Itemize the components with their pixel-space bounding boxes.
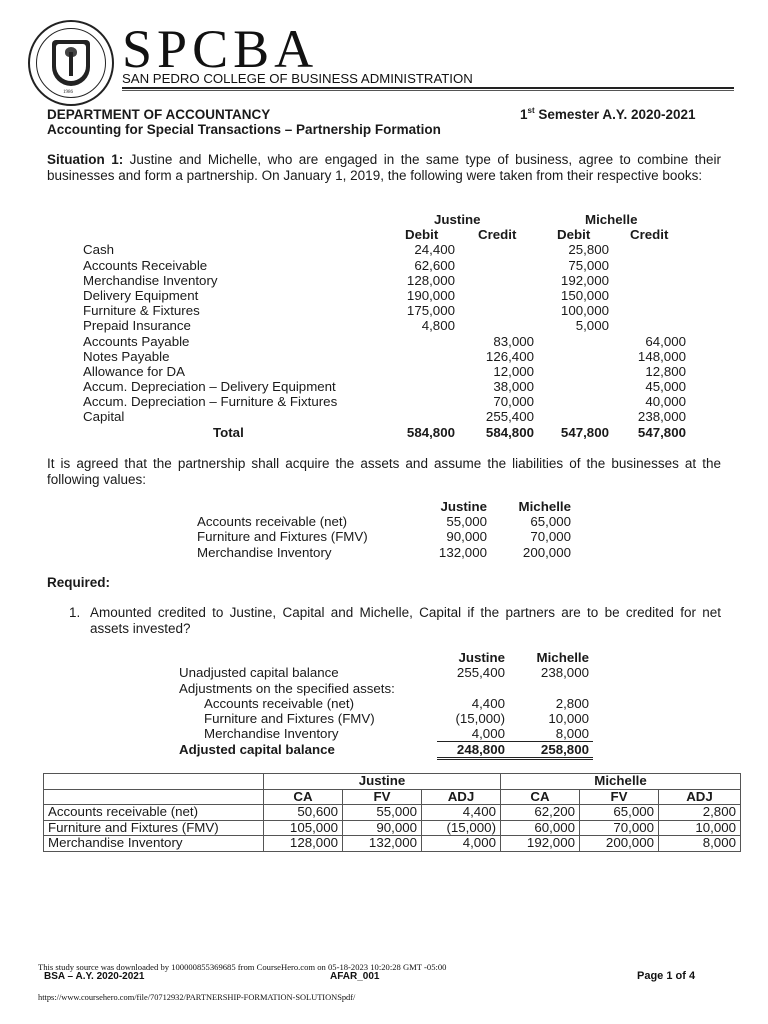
grid-item: Merchandise Inventory [44, 836, 264, 852]
school-seal-logo [28, 20, 114, 106]
tb-justine-credit: 126,400 [485, 348, 534, 364]
sol-justine: 4,000 [471, 726, 505, 742]
tb-michelle-credit: 148,000 [637, 348, 686, 364]
tb-account: Accounts Payable [83, 333, 190, 349]
sol-adjustments [179, 695, 589, 742]
tb-michelle-credit: 12,800 [645, 363, 686, 379]
grid-group-justine: Justine [264, 774, 501, 790]
sol-item: Merchandise Inventory [204, 726, 339, 742]
tb-justine-debit: 24,400 [414, 242, 455, 258]
sol-adjustment-row [179, 711, 589, 727]
grid-cell: 200,000 [580, 836, 659, 852]
grid-item: Accounts receivable (net) [44, 805, 264, 821]
agreed-values-table [197, 499, 571, 560]
grid-row [44, 820, 741, 836]
tb-justine-debit: 128,000 [406, 272, 455, 288]
av-justine: 90,000 [446, 529, 487, 545]
grid-cell: 105,000 [264, 820, 343, 836]
av-item: Merchandise Inventory [197, 544, 332, 560]
tb-header-justine: Justine [434, 212, 481, 227]
tb-account: Prepaid Insurance [83, 318, 191, 334]
sol-justine: 4,400 [471, 695, 505, 711]
document-page: 1986 SPCBA SAN PEDRO COLLEGE OF BUSINESS ADMINISTRATION DEPARTMENT OF ACCOUNTANCY 1st Semester A.Y. 2020-2021 Accounting for Special Transactions – Partnership Formation Situation 1: Justine and Michelle, who are engaged in the same type of business, agree to combine their businesses and form a partnership. On January 1, 2019, the following were taken from their respective books: Justine Michelle Debit Credit Debit Credit Cash 24,400 25,800 Accounts Receivable 62,600 75,000 Merchandise Inventory 128,000 192,000 Delivery Equipment 190,000 150,000 Furniture & Fixtures 175,000 100,000 Prepaid Insurance 4,800 5,000 Accounts Payable 83,000 64,000 Notes Payable 126,400 148,000 Allowance for DA 12,000 12,800 Accum. Depreciation – Delivery Equipment 38,000 45,000 Accum. Depreciation – Furniture & Fixtures 70,000 40,000 Capital 255,400 238,000 Total 584,800 584,800 547,800 547,800 It is agreed that the partnership shall acquire the assets and assume the liabilities of the businesses at the following values: Justine Michelle Accounts receivable (net) 55,000 65,000 Furniture and Fixtures (FMV) 90,000 70,000 Merchandise Inventory 132,000 200,000 Required: 1. Amounted credited to Justine, Capital and Michelle, Capital if the partners are to be credited for net assets invested? Justine Michelle Unadjusted capital balance 255,400 238,000 Adjustments on the specified assets: Accounts receivable (net) 4,400 2,800 Furniture and Fixtures (FMV) (15,000) 10,000 Merchandise Inventory 4,000 8,000 Adjusted capital balance 248,800 258,800 Justine Michelle CA FV ADJ CA FV ADJ Accounts receivable (net) 50,600 55,000 4,400 62,200 65,000 2,800 Furniture and Fixtures (FMV) 105,000 90,000 (15,000) 60,000 70,000 10,000 Merchandise Inventory 128,000 132,000 4,000 192,000 200,000 8,000 This study source was downloaded by 100000855369685 from CourseHero.com on 05-18-2023 10:20:28 GMT -05:00 BSA – A.Y. 2020-2021 AFAR_001 Page 1 of 4 https://www.coursehero.com/file/70712932/PARTNERSHIP-FORMATION-SOLUTIONSpdf/ [0, 0, 768, 1024]
tb-account: Furniture & Fixtures [83, 303, 200, 319]
torch-icon [69, 52, 73, 76]
semester-label: 1st Semester A.Y. 2020-2021 [520, 106, 696, 122]
grid-cell: 50,600 [264, 805, 343, 821]
tb-justine-debit: 62,600 [414, 257, 455, 273]
sol-justine: (15,000) [455, 711, 505, 727]
capital-adjustment-schedule [179, 650, 589, 757]
sol-unadjusted-row: Unadjusted capital balance 255,400 238,000 [179, 665, 589, 681]
page-number: Page 1 of 4 [637, 970, 696, 982]
sol-adjustments-label: Adjustments on the specified assets: [179, 680, 395, 696]
av-header: Justine Michelle [440, 499, 571, 514]
tb-justine-credit: 83,000 [493, 333, 534, 349]
av-row [197, 529, 571, 545]
tb-account: Accounts Receivable [83, 257, 208, 273]
tb-account: Merchandise Inventory [83, 272, 218, 288]
tb-michelle-debit: 150,000 [560, 287, 609, 303]
grid-body [44, 805, 741, 852]
tb-account: Notes Payable [83, 348, 170, 364]
grid-row [44, 836, 741, 852]
grid-cell: 132,000 [343, 836, 422, 852]
tb-account: Accum. Depreciation – Delivery Equipment [83, 379, 336, 395]
question-number: 1. [69, 605, 81, 620]
sol-michelle: 8,000 [555, 726, 589, 742]
tb-justine-credit: 12,000 [493, 363, 534, 379]
sol-michelle: 10,000 [548, 711, 589, 727]
grid-cell: 70,000 [580, 820, 659, 836]
source-url[interactable]: https://www.coursehero.com/file/70712932/PARTNERSHIP-FORMATION-SOLUTIONSpdf/ [38, 993, 356, 1002]
subtotal-rule [437, 741, 593, 742]
grid-cell: (15,000) [422, 820, 501, 836]
agreement-paragraph: It is agreed that the partnership shall acquire the assets and assume the liabilities of the businesses at the following values: [47, 456, 721, 487]
grid-item: Furniture and Fixtures (FMV) [44, 820, 264, 836]
seal-year: 1986 [63, 90, 73, 95]
department-title: DEPARTMENT OF ACCOUNTANCY [47, 107, 271, 122]
tb-account: Cash [83, 242, 115, 258]
tb-michelle-debit: 5,000 [575, 318, 609, 334]
av-body [197, 514, 571, 560]
tb-justine-credit: 70,000 [493, 394, 534, 410]
tb-account: Allowance for DA [83, 363, 185, 379]
tb-account: Delivery Equipment [83, 287, 199, 303]
course-subtitle: Accounting for Special Transactions – Partnership Formation [47, 122, 441, 137]
tb-michelle-debit: 192,000 [560, 272, 609, 288]
av-michelle: 65,000 [530, 514, 571, 530]
tb-michelle-debit: 100,000 [560, 303, 609, 319]
sol-item: Accounts receivable (net) [204, 695, 355, 711]
sol-adjusted-row: Adjusted capital balance 248,800 258,800 [179, 741, 589, 757]
grid-sub-header: CA FV ADJ CA FV ADJ [44, 789, 741, 805]
grid-cell: 4,000 [422, 836, 501, 852]
footer-program: BSA – A.Y. 2020-2021 [44, 971, 145, 982]
tb-header-michelle: Michelle [585, 212, 638, 227]
sol-michelle: 2,800 [555, 695, 589, 711]
av-michelle: 200,000 [522, 544, 571, 560]
grid-cell: 8,000 [659, 836, 741, 852]
tb-michelle-credit: 45,000 [645, 379, 686, 395]
comparison-table [43, 773, 741, 852]
tb-justine-debit: 190,000 [406, 287, 455, 303]
grid-cell: 128,000 [264, 836, 343, 852]
total-double-rule [437, 757, 593, 758]
av-michelle: 70,000 [530, 529, 571, 545]
grid-row [44, 805, 741, 821]
header-rule [122, 87, 734, 89]
tb-michelle-credit: 40,000 [645, 394, 686, 410]
tb-michelle-credit: 64,000 [645, 333, 686, 349]
question-1-text: Amounted credited to Justine, Capital and Michelle, Capital if the partners are to be credited for net assets invested? [90, 605, 721, 636]
tb-justine-credit: 38,000 [493, 379, 534, 395]
required-heading: Required: [47, 575, 111, 590]
shield-icon [52, 40, 90, 86]
brand-wordmark: SPCBA [122, 19, 319, 79]
grid-cell: 55,000 [343, 805, 422, 821]
total-double-rule-2 [437, 759, 593, 760]
tb-justine-credit: 255,400 [485, 409, 534, 425]
grid-cell: 10,000 [659, 820, 741, 836]
situation-paragraph [47, 152, 721, 183]
tb-michelle-debit: 25,800 [568, 242, 609, 258]
sol-header: Justine Michelle [458, 650, 589, 665]
tb-michelle-credit: 238,000 [637, 409, 686, 425]
grid-cell: 65,000 [580, 805, 659, 821]
grid-cell: 90,000 [343, 820, 422, 836]
footer-code: AFAR_001 [330, 971, 380, 982]
tb-account: Accum. Depreciation – Furniture & Fixtures [83, 394, 338, 410]
situation-label: Situation 1: [47, 152, 124, 167]
av-row [197, 514, 571, 530]
sol-adjustment-row [179, 695, 589, 711]
grid-group-michelle: Michelle [501, 774, 741, 790]
header-rule-thin [122, 90, 734, 91]
sol-item: Furniture and Fixtures (FMV) [204, 711, 375, 727]
tb-michelle-debit: 75,000 [568, 257, 609, 273]
sol-adjustment-row [179, 726, 589, 742]
av-item: Accounts receivable (net) [197, 514, 348, 530]
grid-cell: 192,000 [501, 836, 580, 852]
tb-justine-debit: 4,800 [421, 318, 455, 334]
av-row [197, 544, 571, 560]
av-item: Furniture and Fixtures (FMV) [197, 529, 368, 545]
grid-cell: 4,400 [422, 805, 501, 821]
av-justine: 132,000 [438, 544, 487, 560]
grid-cell: 62,200 [501, 805, 580, 821]
grid-cell: 2,800 [659, 805, 741, 821]
situation-text: Justine and Michelle, who are engaged in the same type of business, agree to combine their businesses and form a partnership. On January 1, 2019, the following were taken from their respective books: [47, 152, 721, 183]
av-justine: 55,000 [446, 514, 487, 530]
grid-group-header [44, 774, 741, 790]
grid-cell: 60,000 [501, 820, 580, 836]
tb-justine-debit: 175,000 [406, 303, 455, 319]
tb-account: Capital [83, 409, 125, 425]
institution-name: SAN PEDRO COLLEGE OF BUSINESS ADMINISTRATION [122, 71, 473, 86]
download-notice: This study source was downloaded by 100000855369685 from CourseHero.com on 05-18-2023 10:20:28 GMT -05:00 [38, 962, 447, 972]
